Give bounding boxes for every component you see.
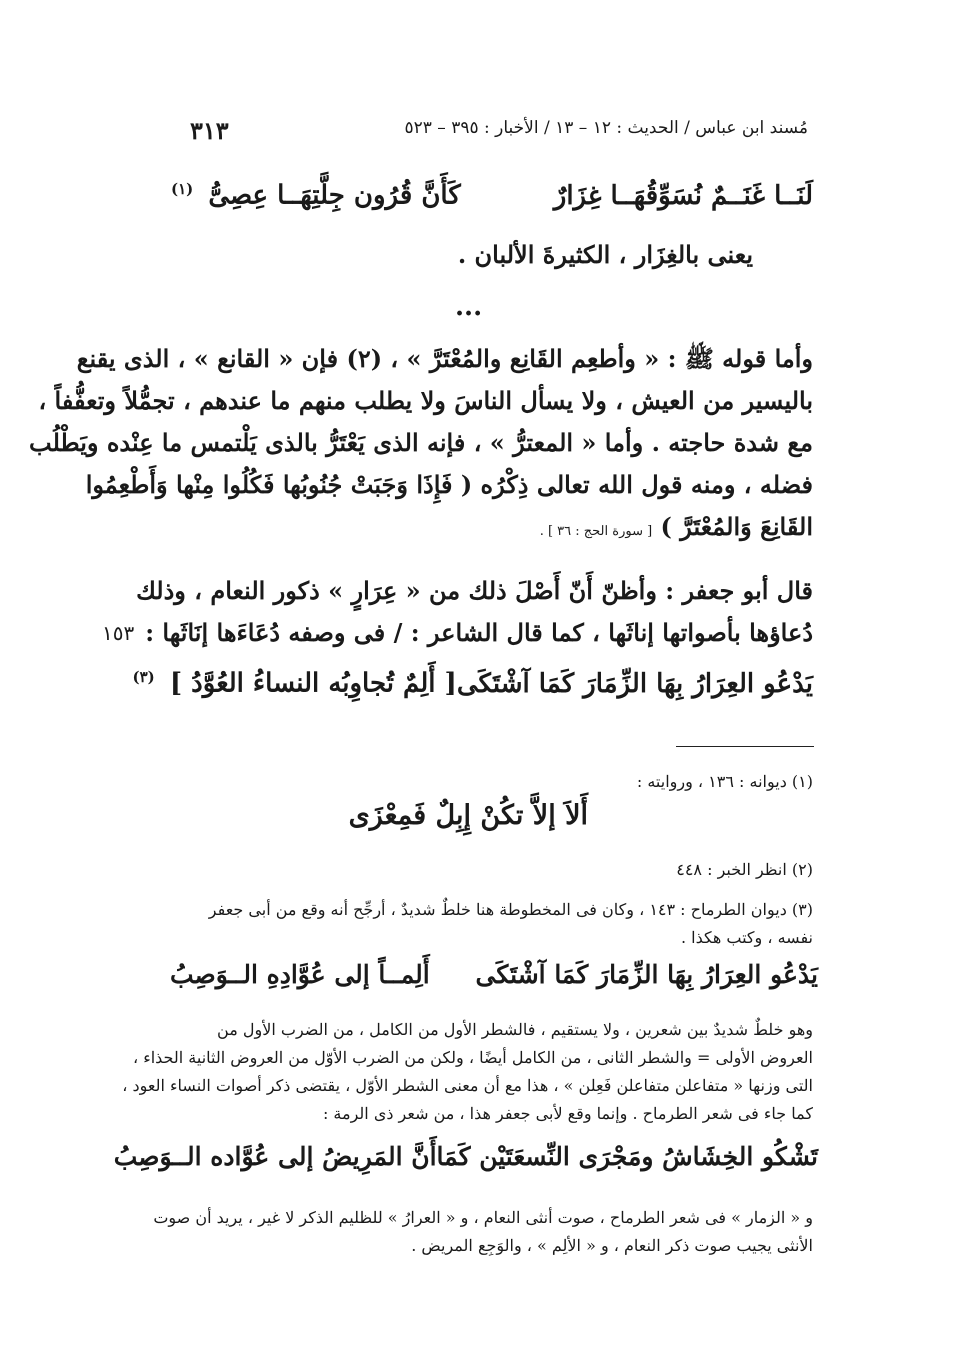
footnote-2-text: (٢) انظر الخبر : ٤٤٨ bbox=[676, 860, 813, 879]
page-number: ٣١٣ bbox=[190, 116, 229, 145]
footnote-3-paragraph-line: كما جاء فى شعر الطرماح . وإنما وقع لأبى جعفر هذا ، من شعر ذى الرمة : bbox=[322, 1104, 813, 1123]
paragraph-1-line: باليسير من العيش ، ولا يسأل الناسَ ولا يطلب منهم ما عندهم ، تجمُّلاً وتعفُّفاً ، bbox=[38, 386, 813, 415]
gloss-line: يعنى بالغِزَار ، الكثيرةَ الألبان . bbox=[457, 240, 753, 269]
verse-1-left-hemistich: كَأَنَّ قُرُون جِلَّتِهَــا عِصِىُّ bbox=[208, 180, 461, 211]
footnote-3-paragraph-line: العروض الأولى = والشطر الثانى ، من الكامل أيضًا ، ولكن من الضرب الأوّل من العروض الثانية الحذاء ، bbox=[132, 1048, 813, 1067]
paragraph-2 bbox=[136, 570, 813, 654]
surah-citation: [ سورة الحج : ٣٦ ] . bbox=[539, 524, 653, 539]
section-separator: ... bbox=[455, 292, 483, 322]
running-title: مُسند ابن عباس / الحديث : ١٢ – ١٣ / الأخبار : ٣٩٥ – ٥٢٣ bbox=[404, 118, 808, 138]
footnote-3-verse-left: أَلِمــاً إلى عُوَّادِهِ الــوَصِبُ bbox=[170, 960, 430, 989]
quran-end: القَانِعَ وَالمُعْتَرَّ ) bbox=[660, 512, 813, 541]
footnote-3-closing-line: الأنثى يجيب صوت ذكر النعام ، و « الألِم » ، والوَجِع المريض . bbox=[411, 1236, 813, 1255]
footnote-1-text: (١) ديوانه : ١٣٦ ، وروايته : bbox=[636, 772, 813, 791]
verse-1-left-hemistich-wrap bbox=[165, 180, 461, 211]
footnote-3 bbox=[153, 896, 813, 952]
paragraph-1-line: وأما قوله ﷺ : « وأطعِم القَانِع والمُعْتَرَّ » ، (٢) فإن « القانع » ، الذى يقنع bbox=[76, 344, 813, 373]
footnote-3-paragraph bbox=[122, 1016, 813, 1128]
margin-page-number: ١٥٣ bbox=[102, 621, 135, 645]
verse-2-left-hemistich-wrap bbox=[126, 668, 456, 699]
paragraph-2-line: دُعاؤها بأصواتها إناثَها ، كما قال الشاعر : / فى وصفه دُعَاءَها إنَاثَها : bbox=[145, 618, 813, 647]
verse-2-left-hemistich: [ أَلِمٌ تُجاوِبُه النساءُ العُوَّدُ ] bbox=[169, 668, 457, 699]
dhu-rumma-verse-left: أَنَّ المَرِيضُ إلى عُوَّاده الــوَصِبُ bbox=[113, 1142, 437, 1171]
footnote-3-closing-line: و « الزمار » فى شعر الطرماح ، صوت أنثى النعام ، و « العرارُ » للظليم الذكر لا غير ، يريد أن صوت bbox=[153, 1208, 813, 1227]
verse-1-right-hemistich: لَنَــا غَنَــمٌ نُسَوِّقُهَــا غِزَارٌ bbox=[553, 180, 813, 211]
paragraph-1-line: مع شدة حاجته . وأما « المعترُّ » ، فإنه الذى يَعْتَرُّ بالذى يَلْتمس ما عِنْده ويَطْلُب bbox=[29, 428, 813, 457]
paragraph-1-line: فضله ، ومنه قول الله تعالى ذِكْرُه ( فَإِذَا وَجَبَتْ جُنُوبُها فَكُلُوا مِنْها وَأَطْعِمُوا bbox=[85, 470, 813, 499]
footnote-3-verse-right: يَدْعُو العِرَارُ بِهَا الزِّمَارَ كَمَا آشْتَكَى bbox=[475, 960, 818, 989]
footnote-3-paragraph-line: وهو خلطٌ شديدٌ بين شعرين ، ولا يستقيم ، فالشطر الأول من الكامل ، من الضرب الأول من bbox=[217, 1020, 813, 1039]
dhu-rumma-verse bbox=[113, 1142, 818, 1171]
footnote-ref-3: (٣) bbox=[132, 668, 155, 686]
footnote-1-verse: أَلاَ إلاَّ تكُنْ إِبِلٌ فَمِعْزَى bbox=[348, 800, 588, 831]
paragraph-1-last-line bbox=[158, 506, 813, 548]
footnote-3-closing bbox=[153, 1204, 813, 1260]
footnote-3-line: (٣) ديوان الطرماح : ١٤٣ ، وكان فى المخطوطة هنا خلطٌ شديدٌ ، أرجِّح أنه وقع من أبى جعفر bbox=[208, 900, 813, 919]
dhu-rumma-verse-right: تَشْكُو الخِشَاشُ ومَجْرَى النِّسعَتَيْن كَمَا bbox=[436, 1142, 818, 1171]
footnote-divider bbox=[676, 746, 814, 747]
footnote-ref-1: (١) bbox=[171, 180, 194, 198]
footnote-3-verse bbox=[170, 960, 818, 989]
paragraph-2-line: قال أبو جعفر : وأظنّ أَنّ أَصْلَ ذلك من « عِرَارٍ » ذكور النعام ، وذلك bbox=[136, 576, 813, 605]
footnote-3-line: نفسه ، وكتب هكذا . bbox=[681, 928, 813, 947]
footnote-1 bbox=[153, 768, 813, 796]
verse-2 bbox=[132, 668, 813, 699]
footnote-3-paragraph-line: التى وزنها « متفاعلن متفاعلن فَعِلن » ، هذا مع أن معنى الشطر الأوّل ، يقتضى ذكر أصوات النساء العود ، bbox=[122, 1076, 813, 1095]
verse-1 bbox=[165, 180, 813, 211]
paragraph-1 bbox=[29, 338, 813, 548]
footnote-2 bbox=[153, 856, 813, 884]
verse-2-right-hemistich: يَدْعُو العِرَارُ بِهَا الزِّمَارَ كَمَا آشْتَكَى bbox=[456, 668, 813, 699]
